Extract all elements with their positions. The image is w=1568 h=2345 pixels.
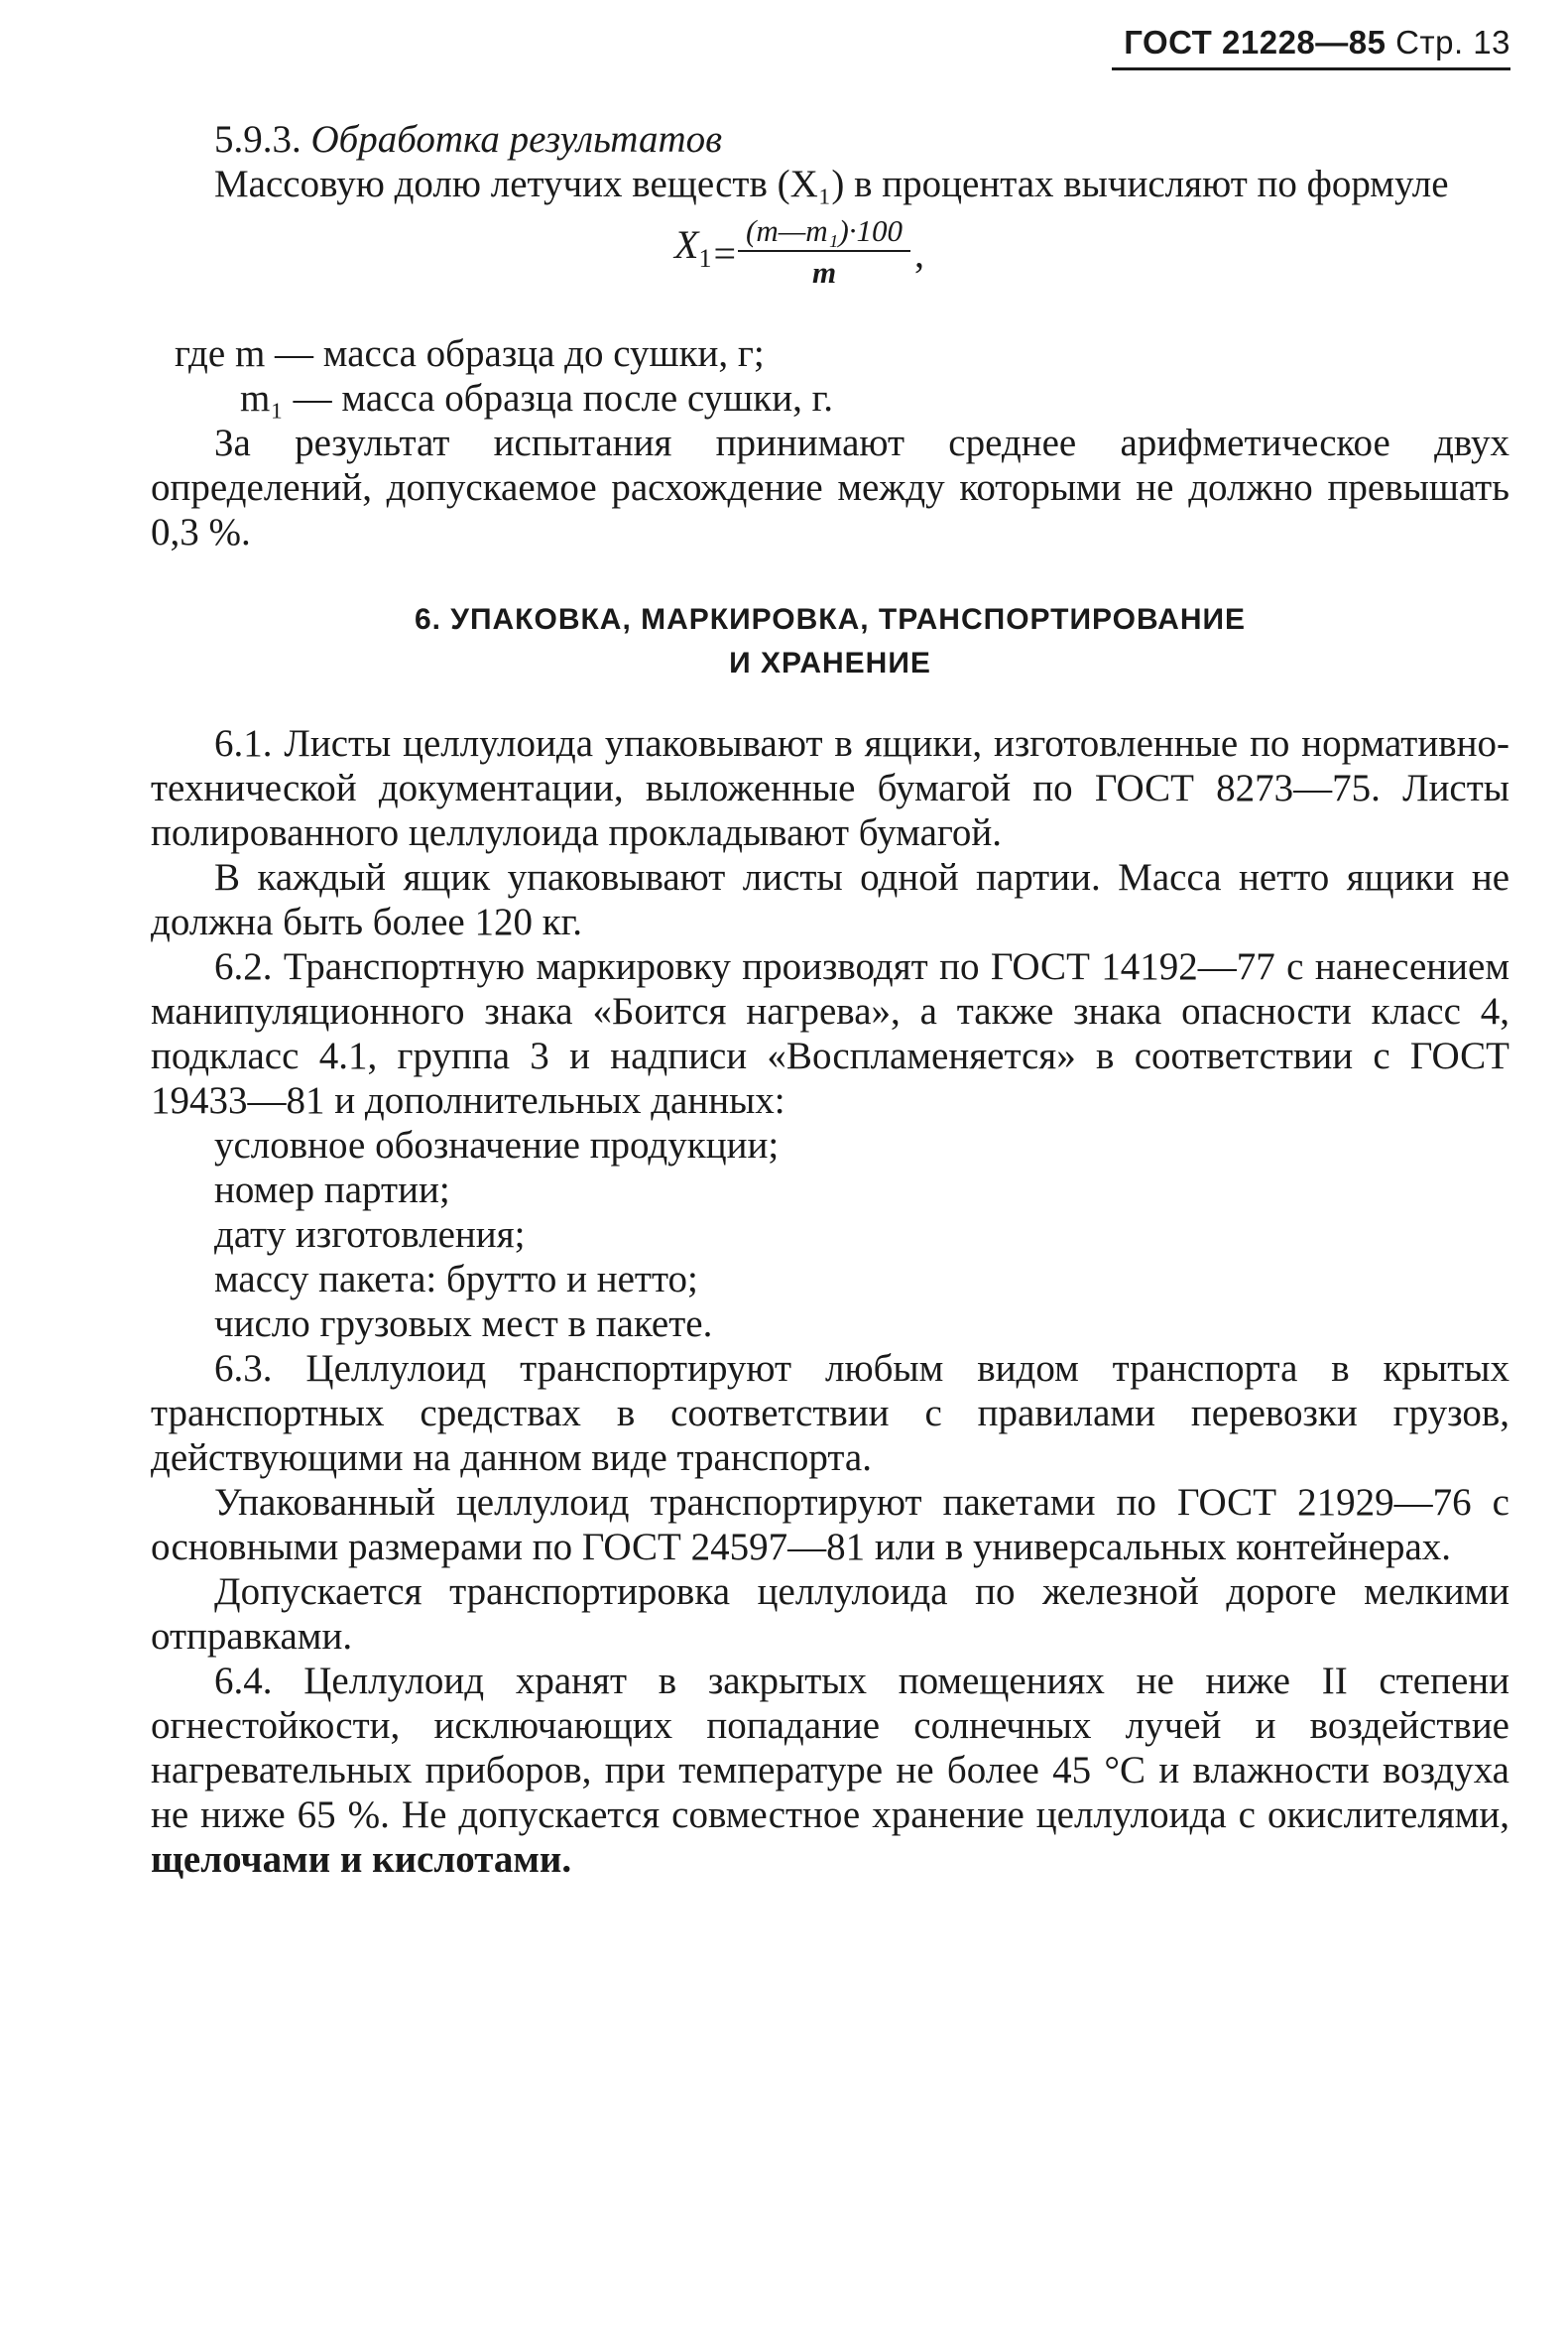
formula-fraction	[738, 212, 910, 294]
formula-intro: Массовую долю летучих веществ (X₁) в процентах вычисляют по формуле	[214, 163, 1449, 205]
formula-numerator: (m—m₁)·100	[746, 213, 904, 248]
list-item: условное обозначение продукции;	[214, 1124, 780, 1167]
paragraph-6-3-packages: Упакованный целлулоид транспортируют пакетами по ГОСТ 21929—76 с основными размерами по ГОСТ 24597—81 или в универсальных контейнерах.	[151, 1481, 1509, 1568]
formula-block	[151, 212, 1509, 331]
paragraph-6-1: 6.1. Листы целлулоида упаковывают в ящики, изготовленные по нормативно-технической документации, выложенные бумагой по ГОСТ 8273—75. Листы полированного целлулоида прокладывают бумагой.	[151, 722, 1509, 854]
where-line-m: где m — масса образца до сушки, г;	[175, 332, 765, 375]
document-body	[151, 117, 1509, 1882]
formula-lhs: $X_1$	[674, 221, 712, 273]
subsection-number: 5.9.3.	[214, 118, 302, 161]
page-header	[1124, 24, 1510, 62]
list-item: число грузовых мест в пакете.	[214, 1302, 713, 1345]
section-heading-line-2: И ХРАНЕНИЕ	[729, 647, 931, 679]
section-heading	[151, 598, 1509, 685]
header-rule	[1112, 67, 1510, 70]
paragraph-6-4-tail: щелочами и кислотами.	[151, 1838, 572, 1881]
paragraph-6-2: 6.2. Транспортную маркировку производят по ГОСТ 14192—77 с нанесением манипуляционного знака «Боится нагрева», а также знака опасности класс 4, подкласс 4.1, группа 3 и надписи «Воспламеняется» в соответствии с ГОСТ 19433—81 и дополнительных данных:	[151, 945, 1509, 1122]
section-heading-line-1: 6. УПАКОВКА, МАРКИРОВКА, ТРАНСПОРТИРОВАНИЕ	[414, 603, 1247, 636]
paragraph-6-1-mass: В каждый ящик упаковывают листы одной партии. Масса нетто ящики не должна быть более 120 кг.	[151, 856, 1509, 943]
page-number: Стр. 13	[1395, 24, 1510, 61]
result-paragraph: За результат испытания принимают среднее арифметическое двух определений, допускаемое расхождение между которыми не должно превышать 0,3 %.	[151, 422, 1509, 554]
paragraph-6-4	[151, 1659, 1509, 1882]
paragraph-6-3: 6.3. Целлулоид транспортируют любым видом транспорта в крытых транспортных средствах в соответствии с правилами перевозки грузов, действующими на данном виде транспорта.	[151, 1347, 1509, 1479]
standard-number: ГОСТ 21228—85	[1124, 24, 1387, 61]
formula-denominator: m	[811, 255, 837, 290]
paragraph-6-3-railway: Допускается транспортировка целлулоида по железной дороге мелкими отправками.	[151, 1570, 1509, 1658]
subsection-title	[151, 117, 1509, 162]
list-item: номер партии;	[214, 1169, 450, 1211]
list-item: дату изготовления;	[214, 1213, 526, 1256]
formula	[674, 212, 924, 294]
paragraph-6-4-text: 6.4. Целлулоид хранят в закрытых помещениях не ниже II степени огнестойкости, исключающих попадание солнечных лучей и воздействие нагревательных приборов, при температуре не более 45 °С и влажности воздуха не ниже 65 %. Не допускается совместное хранение целлулоида с окислителями,	[151, 1660, 1509, 1836]
formula-comma: ,	[914, 230, 925, 276]
where-line-m1: m₁ — масса образца после сушки, г.	[240, 377, 833, 420]
subsection-heading: Обработка результатов	[310, 118, 723, 161]
formula-equals: =	[713, 230, 736, 276]
list-item: массу пакета: брутто и нетто;	[214, 1258, 698, 1300]
